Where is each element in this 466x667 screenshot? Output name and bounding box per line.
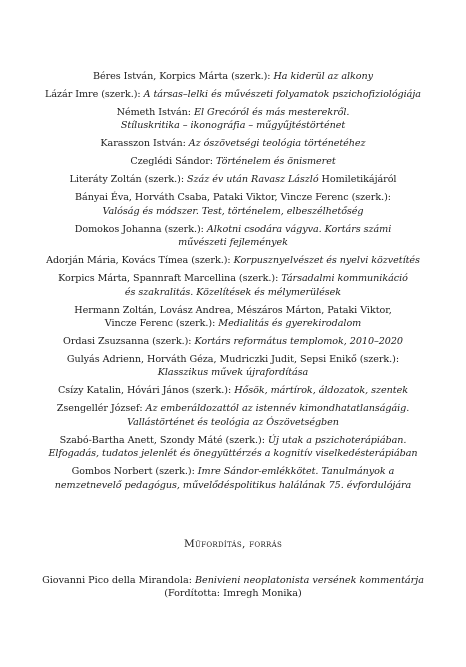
entry-title: Száz év után Ravasz László	[187, 174, 319, 186]
entry-title: Történelem és önismeret	[216, 156, 336, 168]
entry-line	[40, 236, 426, 249]
entry-title-suffix: Homiletikájáról	[318, 174, 397, 186]
entry-authors: Németh István:	[116, 107, 194, 118]
entry-authors: Adorján Mária, Kovács Tímea (szerk.):	[46, 255, 234, 267]
entry-title: Korpusznyelvészet és nyelvi közvetítés	[233, 255, 420, 267]
entry-authors: Karasszon István:	[100, 138, 189, 150]
entry-authors: Vincze Ferenc (szerk.):	[104, 318, 219, 330]
entry-authors: Zsengellér József:	[56, 403, 146, 415]
publication-entry	[40, 223, 426, 250]
entry-title: és szakralitás. Közelítések és mélymerülések	[124, 286, 342, 298]
entry-line	[40, 155, 426, 168]
entry-line	[40, 465, 426, 478]
publication-entry	[40, 88, 426, 101]
entry-line	[40, 317, 426, 330]
entry-line	[40, 70, 426, 83]
entry-authors: Gulyás Adrienn, Horváth Géza, Mudriczki Judit, Sepsi Enikő (szerk.):	[66, 354, 400, 366]
entry-authors: Szabó-Bartha Anett, Szondy Máté (szerk.):	[59, 434, 268, 446]
publication-entry	[40, 465, 426, 492]
entry-authors: Lázár Imre (szerk.):	[45, 89, 144, 100]
entry-authors: Béres István, Korpics Márta (szerk.):	[92, 71, 274, 82]
entry-line	[40, 353, 426, 366]
entry-authors: Ordasi Zsuzsanna (szerk.):	[63, 336, 195, 348]
entry-line	[40, 254, 426, 267]
entry-line	[40, 416, 426, 429]
entry-authors: Csízy Katalin, Hóvári János (szerk.):	[58, 385, 235, 397]
publication-list	[40, 70, 426, 497]
entry-line	[40, 402, 426, 415]
entry-title: Klasszikus művek újrafordítása	[157, 367, 309, 379]
entry-line	[40, 384, 426, 397]
translation-title: Benivieni neoplatonista versének kommentárja	[195, 575, 424, 586]
entry-line	[40, 479, 426, 492]
publication-entry	[40, 384, 426, 397]
entry-authors: Gombos Norbert (szerk.):	[71, 466, 198, 478]
entry-line	[40, 173, 426, 186]
entry-title: Elfogadás, tudatos jelenlét és önegyüttérzés a kognitív viselkedésterápiában	[48, 448, 418, 460]
entry-line	[40, 272, 426, 285]
entry-line	[40, 366, 426, 379]
entry-title: Az ószövetségi teológia történetéhez	[188, 138, 366, 150]
publication-entry	[40, 106, 426, 133]
entry-authors: Domokos Johanna (szerk.):	[74, 223, 207, 235]
entry-line	[40, 119, 426, 132]
entry-title: Kortárs református templomok, 2010–2020	[194, 336, 403, 348]
entry-line	[40, 286, 426, 299]
entry-line	[40, 223, 426, 236]
entry-title: El Grecóról és más mesterekről.	[194, 107, 350, 118]
translation-entry	[30, 574, 436, 601]
entry-line	[40, 191, 426, 204]
entry-title: Stíluskritika – ikonográfia – műgyűjtéstörténet	[120, 120, 346, 132]
entry-line	[40, 205, 426, 218]
publication-entry	[40, 434, 426, 461]
translation-note: (Fordította: Imregh Monika)	[164, 588, 302, 600]
entry-authors: Czeglédi Sándor:	[130, 156, 216, 168]
section-heading: Műfordítás, forrás	[183, 538, 283, 550]
publication-entry	[40, 155, 426, 168]
entry-title: Imre Sándor-emlékkötet. Tanulmányok a	[197, 466, 395, 478]
entry-title: Ha kiderül az alkony	[273, 71, 374, 82]
entry-title: művészeti fejlemények	[178, 237, 288, 249]
entry-title: Medialitás és gyerekirodalom	[218, 318, 362, 330]
publication-entry	[40, 173, 426, 186]
entry-line	[40, 335, 426, 348]
entry-line	[40, 88, 426, 101]
entry-title: Az emberáldozattól az istennév kimondhatatlanságáig.	[145, 403, 410, 415]
entry-title: A társas–lelki és művészeti folyamatok pszichofiziológiája	[143, 89, 421, 100]
entry-title: Társadalmi kommunikáció	[281, 273, 408, 285]
publication-entry	[40, 70, 426, 83]
entry-line	[40, 304, 426, 317]
entry-authors: Hermann Zoltán, Lovász Andrea, Mészáros Márton, Pataki Viktor,	[74, 304, 392, 316]
publication-entry	[40, 335, 426, 348]
entry-title: Valóság és módszer. Test, történelem, elbeszélhetőség	[102, 205, 364, 217]
translation-authors: Giovanni Pico della Mirandola:	[42, 575, 195, 586]
translation-line	[30, 574, 436, 587]
publication-entry	[40, 191, 426, 218]
publication-entry	[40, 272, 426, 299]
entry-line	[40, 447, 426, 460]
entry-title: Alkotni csodára vágyva. Kortárs számi	[206, 223, 392, 235]
entry-title: Vallástörténet és teológia az Ószövetségben	[127, 416, 339, 428]
entry-authors: Korpics Márta, Spannraft Marcellina (szerk.):	[58, 273, 282, 285]
publication-entry	[40, 137, 426, 150]
entry-authors: Literáty Zoltán (szerk.):	[69, 174, 188, 186]
entry-line	[40, 137, 426, 150]
publication-entry	[40, 304, 426, 331]
entry-line	[40, 106, 426, 119]
entry-authors: Bányai Éva, Horváth Csaba, Pataki Viktor, Vincze Ferenc (szerk.):	[75, 192, 391, 204]
publication-entry	[40, 402, 426, 429]
entry-title: Új utak a pszichoterápiában.	[267, 434, 407, 446]
entry-title: Hősök, mártírok, áldozatok, szentek	[234, 385, 408, 397]
entry-title: nemzetnevelő pedagógus, művelődéspolitikus halálának 75. évfordulójára	[54, 479, 412, 491]
publication-entry	[40, 353, 426, 380]
publication-entry	[40, 254, 426, 267]
entry-line	[40, 434, 426, 447]
